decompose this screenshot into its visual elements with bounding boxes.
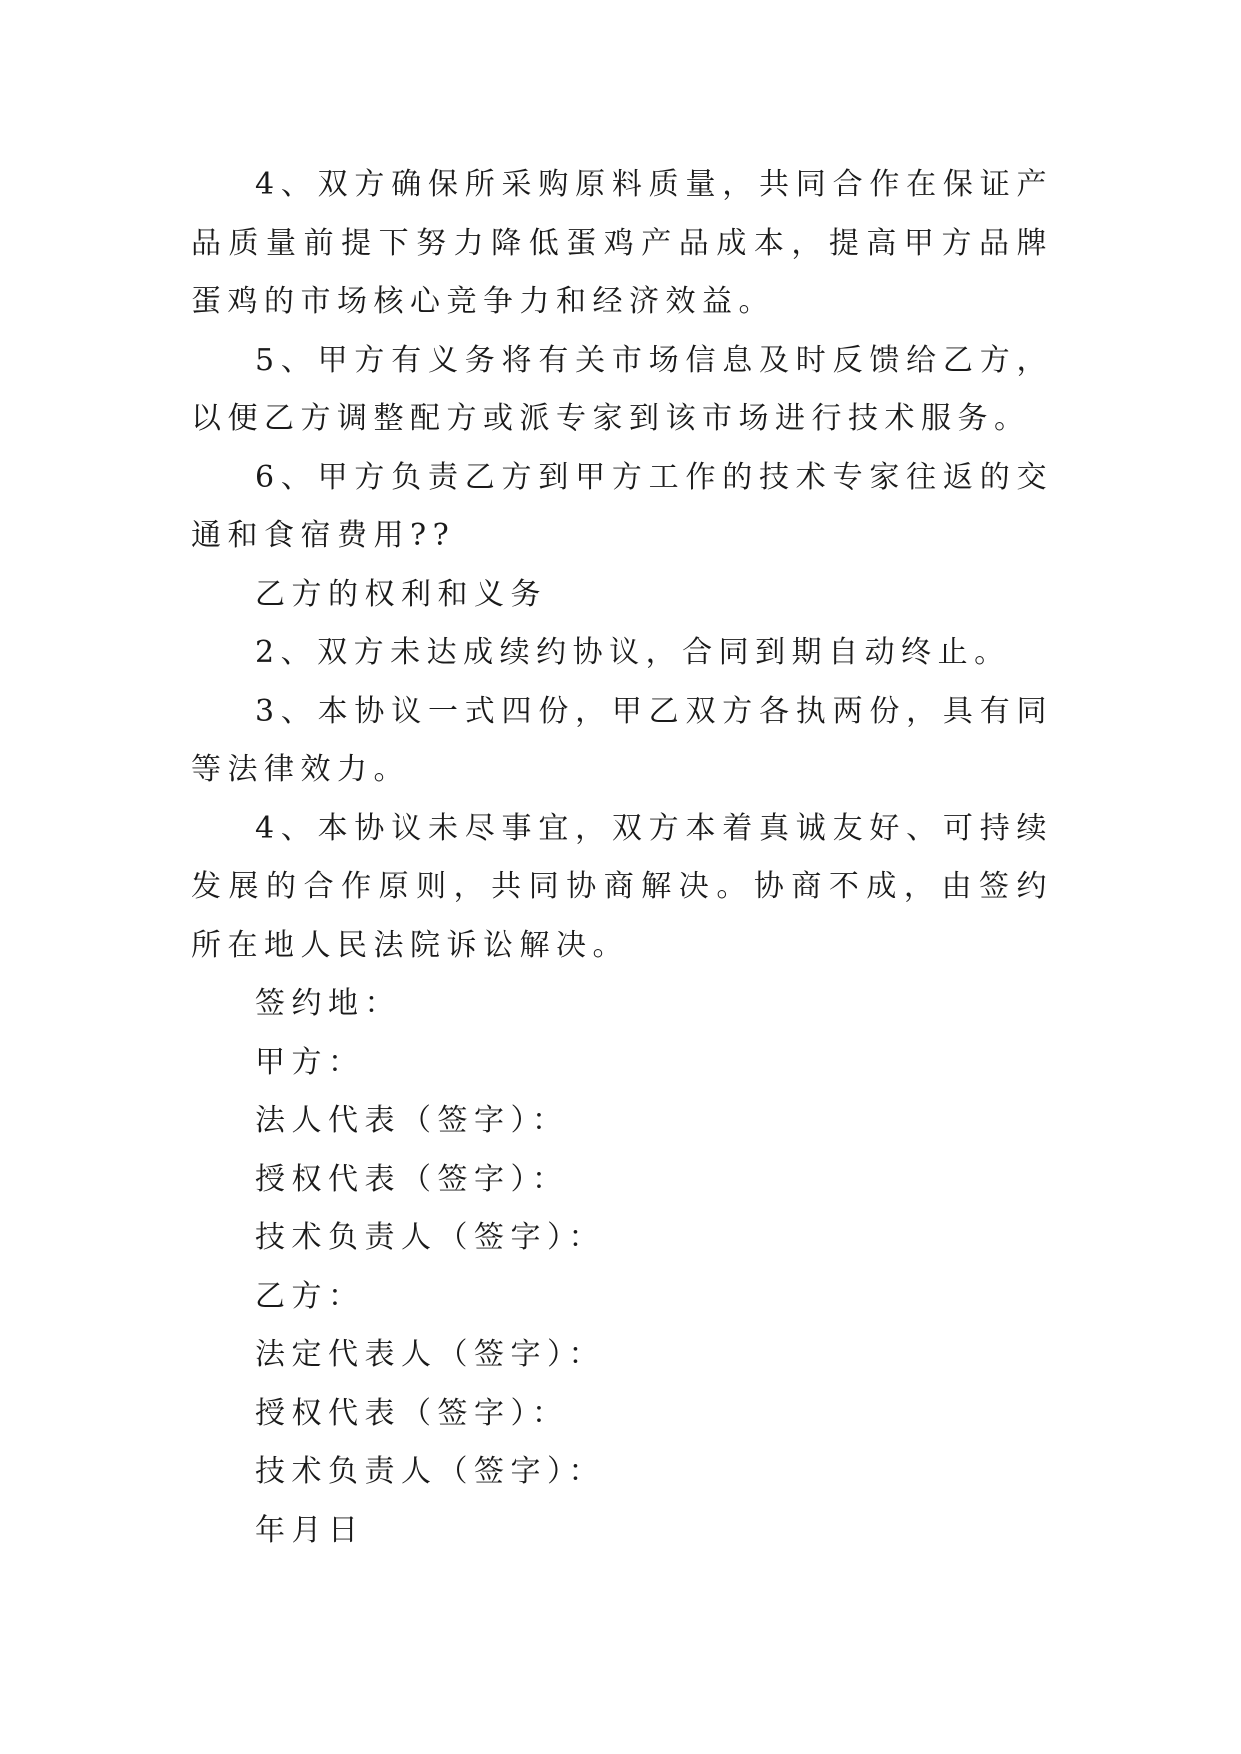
clause-travel-expenses: 6、甲方负责乙方到甲方工作的技术专家往返的交通和食宿费用?? (191, 459, 1053, 553)
party-b-legal-rep: 法定代表人（签字）： (255, 1337, 605, 1372)
party-a-legal-rep: 法人代表（签字）： (255, 1103, 569, 1138)
contract-body (191, 156, 1053, 975)
party-a-authorized-rep: 授权代表（签字）： (255, 1161, 569, 1197)
signature-block (255, 975, 955, 1560)
signing-place: 签约地： (255, 986, 401, 1021)
signing-date: 年月日 (255, 1512, 365, 1548)
party-b-label: 乙方： (255, 1278, 365, 1314)
clause-copies: 3、本协议一式四份，甲乙双方各执两份，具有同等法律效力。 (191, 693, 1053, 787)
party-a-tech-lead: 技术负责人（签字）： (255, 1220, 605, 1255)
clause-quality-cost: 4、双方确保所采购原料质量，共同合作在保证产品质量前提下努力降低蛋鸡产品成本，提高甲方品牌蛋鸡的市场核心竞争力和经济效益。 (191, 167, 1053, 319)
section-heading-party-b-rights: 乙方的权利和义务 (255, 576, 547, 612)
clause-termination: 2、双方未达成续约协议，合同到期自动终止。 (255, 635, 1011, 670)
clause-market-feedback: 5、甲方有义务将有关市场信息及时反馈给乙方，以便乙方调整配方或派专家到该市场进行技术服务。 (191, 342, 1053, 436)
party-a-label: 甲方： (255, 1044, 365, 1080)
clause-dispute-resolution: 4、本协议未尽事宜，双方本着真诚友好、可持续发展的合作原则，共同协商解决。协商不成，由签约所在地人民法院诉讼解决。 (191, 810, 1053, 963)
party-b-tech-lead: 技术负责人（签字）： (255, 1454, 605, 1489)
party-b-authorized-rep: 授权代表（签字）： (255, 1395, 569, 1431)
